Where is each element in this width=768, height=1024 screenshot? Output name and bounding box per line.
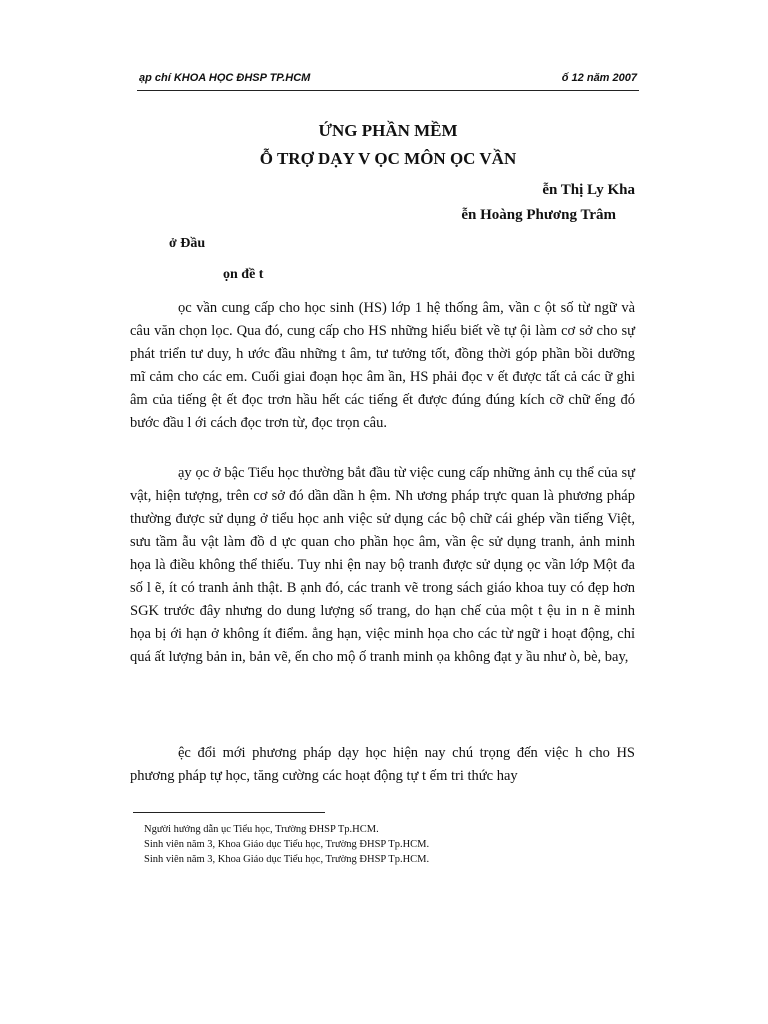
section-heading: ở Đầu — [169, 236, 206, 251]
journal-name: ạp chí KHOA HỌC ĐHSP TP.HCM — [139, 72, 311, 84]
running-header — [137, 68, 639, 91]
paper-title-line-1: ỨNG PHẦN MỀM — [318, 121, 458, 140]
subsection-heading: ọn đề t — [223, 267, 264, 282]
footnotes — [144, 822, 624, 867]
body-paragraph-1: ọc vần cung cấp cho học sinh (HS) lớp 1 hệ thống âm, vần c ột số từ ngữ và câu văn chọn lọc. Qua đó, cung cấp cho HS những hiểu biết về tự ội làm cơ sở cho sự phát triển tư duy, h ước đầu những t âm, tư tưởng tốt, đồng thời góp phần bồi dưỡng mĩ cảm cho các em. Cuối giai đoạn học âm ần, HS phải đọc v ết được tất cả các ữ ghi âm của tiếng ệt ết đọc trơn hầu hết các tiếng ết được đúng đúng kích cỡ chữ ếng đó bước đầu l ới cách đọc trơn từ, đọc trọn câu. — [130, 300, 635, 431]
body-paragraph-2: ạy ọc ở bậc Tiểu học thường bắt đầu từ việc cung cấp những ảnh cụ thể của sự vật, hiện tượng, trên cơ sở đó dần dần h ệm. Nh ương pháp trực quan là phương pháp thường được sử dụng ở tiểu học anh việc sử dụng các bộ chữ cái ghép vần tiếng Việt, sưu tầm ẫu vật làm đồ d ực quan cho phần học âm, vần ệc sử dụng tranh, ảnh minh họa là điều không thể thiếu. Tuy nhi ện nay bộ tranh được sử dụng ọc vần lớp Một đa số l ẽ, ít có tranh ảnh thật. B ạnh đó, các tranh vẽ trong sách giáo khoa tuy có đẹp hơn SGK trước đây nhưng do dung lượng số trang, do hạn chế của một t ệu in n ẽ minh họa bị ới hạn ở không ít điểm. ẳng hạn, việc minh họa cho các từ ngữ i hoạt động, chỉ quá ất lượng bản in, bản vẽ, ến cho mộ ố tranh minh ọa không đạt y ầu như ò, bè, bay, — [130, 465, 635, 665]
footnote-1: Người hướng dẫn ục Tiểu học, Trường ĐHSP Tp.HCM. — [144, 824, 379, 835]
author-1: ễn Thị Ly Kha — [542, 182, 635, 198]
footnote-divider — [133, 812, 325, 813]
footnote-3: Sinh viên năm 3, Khoa Giáo dục Tiểu học, Trường ĐHSP Tp.HCM. — [144, 854, 430, 865]
author-2: ễn Hoàng Phương Trâm — [461, 207, 616, 223]
footnote-2: Sinh viên năm 3, Khoa Giáo dục Tiểu học, Trường ĐHSP Tp.HCM. — [144, 839, 430, 850]
paper-title-line-2: Ỗ TRỢ DẠY V ỌC MÔN ỌC VẦN — [259, 149, 517, 168]
issue-info: ố 12 năm 2007 — [561, 72, 637, 84]
body-paragraph-3: ệc đổi mới phương pháp dạy học hiện nay chú trọng đến việc h cho HS phương pháp tự học, tăng cường các hoạt động tự t ếm tri thức hay — [130, 745, 635, 784]
